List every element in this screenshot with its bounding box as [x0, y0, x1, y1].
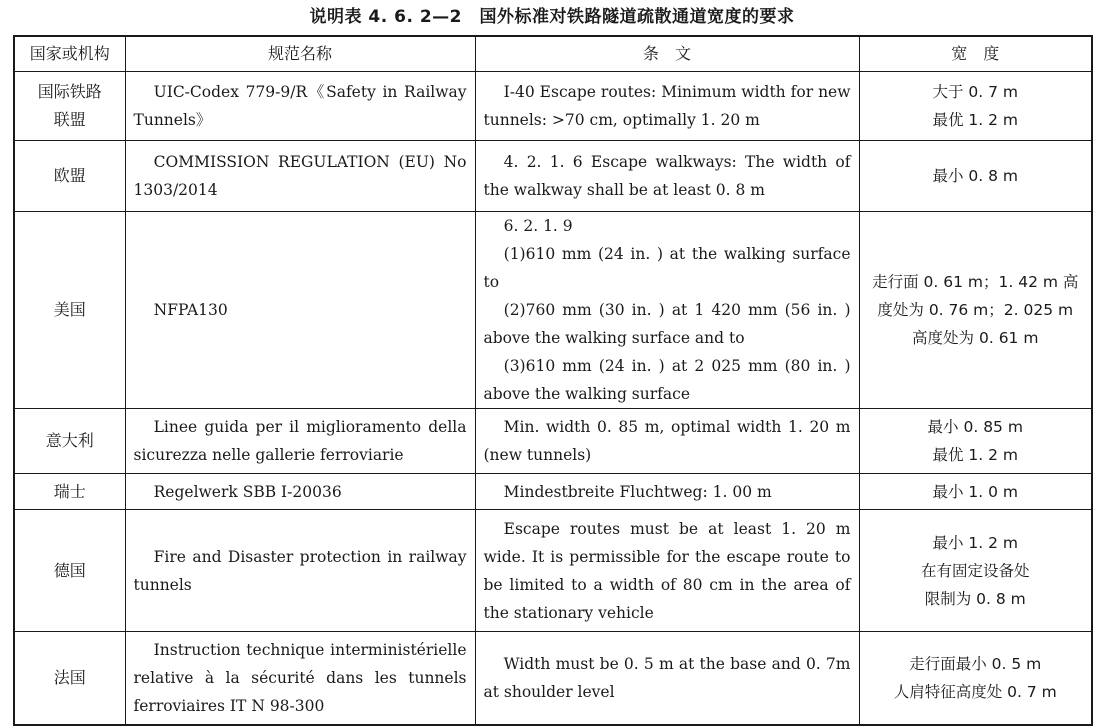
clause-cell	[475, 141, 859, 212]
clause-line: (2)760 mm (30 in. ) at 1 420 mm (56 in. ) above the walking surface and to	[483, 301, 851, 347]
country-label: 法国	[53, 667, 86, 687]
width-line: 大于 0. 7 m	[932, 83, 1019, 101]
country-label: 意大利	[45, 431, 94, 450]
country-label: 德国	[53, 560, 86, 580]
width-line: 最小 0. 85 m	[927, 418, 1023, 436]
standard-name-cell	[125, 141, 475, 212]
width-line: 走行面 0. 61 m；1. 42 m 高度处为 0. 76 m；2. 025 m 高度处为 0. 61 m	[872, 273, 1079, 347]
width-line: 最小 1. 0 m	[932, 482, 1019, 501]
standard-name-cell	[125, 72, 475, 141]
width-cell	[859, 409, 1092, 474]
width-cell	[859, 141, 1092, 212]
width-line: 最优 1. 2 m	[932, 111, 1019, 129]
clause-cell	[475, 632, 859, 725]
width-cell	[859, 72, 1092, 141]
table-row	[14, 72, 1092, 141]
clause-cell	[475, 72, 859, 141]
standard-name-cell	[125, 212, 475, 409]
clause-cell	[475, 474, 859, 510]
clause-text: Mindestbreite Fluchtweg: 1. 00 m	[503, 482, 772, 501]
clause-text: Escape routes must be at least 1. 20 m wide. It is permissible for the escape route to be limited to a width of 80 cm in the area of the stationary vehicle	[483, 519, 851, 622]
country-label: 国际铁路联盟	[37, 82, 102, 129]
clause-line: 6. 2. 1. 9	[503, 217, 573, 235]
standard-name: Regelwerk SBB I-20036	[153, 482, 342, 501]
standard-name: UIC-Codex 779-9/R《Safety in Railway Tunnels》	[133, 83, 467, 129]
standard-name: Fire and Disaster protection in railway tunnels	[133, 547, 467, 594]
width-line: 在有固定设备处	[920, 561, 1030, 580]
country-cell	[14, 212, 125, 409]
clause-text: 4. 2. 1. 6 Escape walkways: The width of the walkway shall be at least 0. 8 m	[483, 153, 851, 199]
width-line: 最优 1. 2 m	[932, 446, 1019, 464]
clause-text: I-40 Escape routes: Minimum width for new tunnels: >70 cm, optimally 1. 20 m	[483, 83, 851, 129]
standard-name-cell	[125, 409, 475, 474]
country-label: 瑞士	[53, 481, 86, 501]
header-name: 规范名称	[125, 36, 475, 72]
width-line: 限制为 0. 8 m	[924, 589, 1026, 608]
width-cell	[859, 632, 1092, 725]
table-title: 说明表 4. 6. 2—2 国外标准对铁路隧道疏散通道宽度的要求	[309, 7, 795, 27]
country-cell	[14, 72, 125, 141]
clause-cell	[475, 409, 859, 474]
standard-name: Instruction technique interministérielle relative à la sécurité dans les tunnels ferroviaires IT N 98-300	[133, 640, 467, 715]
country-cell	[14, 141, 125, 212]
width-cell	[859, 474, 1092, 510]
escape-route-width-table	[13, 35, 1093, 726]
table-row	[14, 474, 1092, 510]
header-country: 国家或机构	[14, 36, 125, 72]
table-row	[14, 409, 1092, 474]
country-cell	[14, 474, 125, 510]
table-row	[14, 510, 1092, 632]
standard-name: NFPA130	[153, 301, 228, 319]
standard-name-cell	[125, 632, 475, 725]
table-row	[14, 632, 1092, 725]
standard-name: COMMISSION REGULATION (EU) No 1303/2014	[133, 153, 467, 199]
width-cell	[859, 212, 1092, 409]
clause-cell	[475, 510, 859, 632]
country-label: 美国	[53, 300, 86, 319]
width-line: 走行面最小 0. 5 m	[909, 654, 1042, 673]
clause-line: (3)610 mm (24 in. ) at 2 025 mm (80 in. ) above the walking surface	[483, 357, 851, 403]
clause-text: Min. width 0. 85 m, optimal width 1. 20 m (new tunnels)	[483, 418, 851, 464]
width-line: 最小 0. 8 m	[932, 167, 1019, 185]
standard-name-cell	[125, 510, 475, 632]
width-line: 人肩特征高度处 0. 7 m	[893, 682, 1057, 701]
clause-text: Width must be 0. 5 m at the base and 0. 7m at shoulder level	[483, 654, 851, 701]
country-label: 欧盟	[53, 166, 86, 185]
country-cell	[14, 632, 125, 725]
header-clause: 条 文	[475, 36, 859, 72]
clause-line: (1)610 mm (24 in. ) at the walking surface to	[483, 245, 851, 291]
width-cell	[859, 510, 1092, 632]
table-row	[14, 212, 1092, 409]
standard-name: Linee guida per il miglioramento della sicurezza nelle gallerie ferroviarie	[133, 418, 467, 464]
standard-name-cell	[125, 474, 475, 510]
table-row	[14, 141, 1092, 212]
country-cell	[14, 510, 125, 632]
clause-cell	[475, 212, 859, 409]
width-line: 最小 1. 2 m	[932, 533, 1019, 552]
header-row	[14, 36, 1092, 72]
header-width: 宽 度	[859, 36, 1092, 72]
country-cell	[14, 409, 125, 474]
